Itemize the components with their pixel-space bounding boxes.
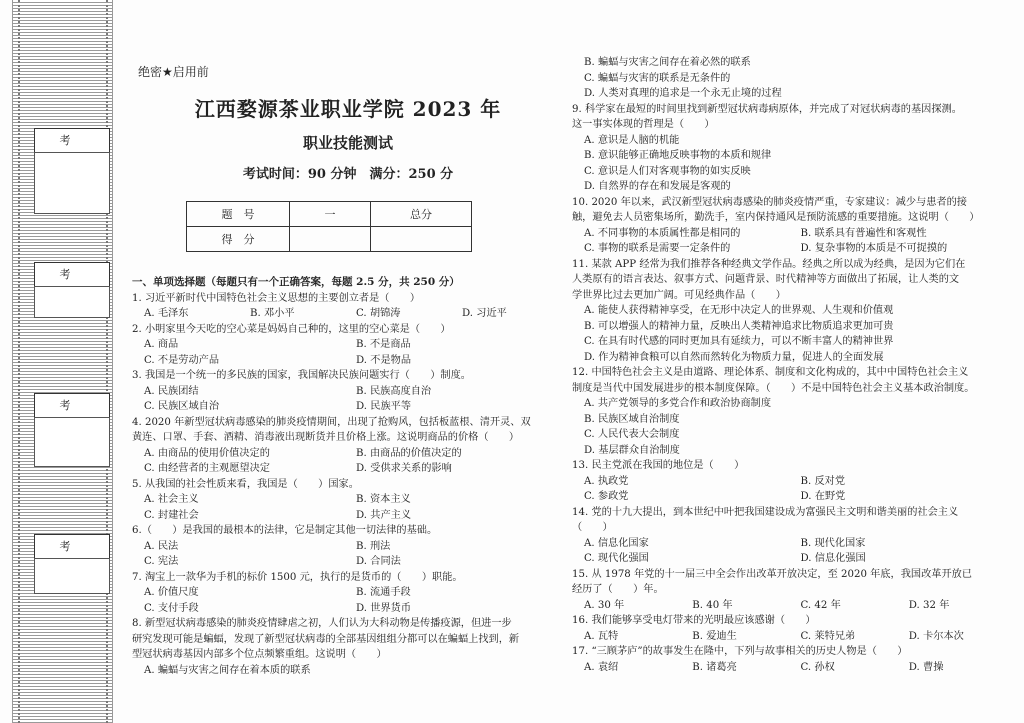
answer-option[interactable]: C. 宪法 (144, 556, 179, 567)
binding-field-exam-room[interactable] (34, 286, 110, 318)
question-text: 人类原有的语言表达、叙事方式、问题背景、时代精神等方面做出了拓展，让人类的文 (572, 274, 960, 285)
question-block (132, 570, 568, 617)
answer-option[interactable]: D. 人类对真理的追求是一个永无止境的过程 (584, 88, 782, 99)
binding-label-exam-site: 考 (34, 128, 110, 154)
answer-option[interactable]: D. 不是物品 (356, 354, 412, 366)
question-block (132, 415, 568, 477)
answer-option[interactable]: A. 蝙蝠与灾害之间存在着本质的联系 (144, 664, 311, 676)
binding-field-exam-number[interactable] (34, 417, 110, 467)
answer-options (572, 629, 1017, 645)
question-block (132, 322, 568, 369)
answer-options (572, 536, 1017, 567)
answer-option[interactable]: A. 30 年 (584, 599, 625, 611)
answer-option[interactable]: A. 不同事物的本质属性都是相同的 (584, 227, 741, 239)
answer-option[interactable]: A. 瓦特 (584, 630, 619, 642)
answer-options (132, 663, 568, 679)
question-block (572, 195, 1017, 257)
score-table (186, 201, 472, 252)
answer-option[interactable]: C. 蝙蝠与灾害的联系是无条件的 (584, 72, 731, 84)
answer-option[interactable]: A. 能使人获得精神享受，在无形中决定人的世界观、人生观和价值观 (584, 305, 894, 316)
answer-options (132, 306, 568, 322)
question-text: 型冠状病毒基因内部多个位点频繁重组。这说明（ ） (132, 649, 387, 660)
question-text: 16. 我们能够享受电灯带来的光明最应该感谢（ ） (572, 615, 816, 626)
question-block (132, 291, 568, 322)
answer-option[interactable]: C. 不是劳动产品 (144, 354, 220, 366)
question-text: 3. 我国是一个统一的多民族的国家，我国解决民族问题实行（ ）制度。 (132, 370, 471, 381)
answer-option[interactable]: D. 作为精神食粮可以自然而然转化为物质力量，促进人的全面发展 (584, 351, 884, 363)
answer-option[interactable]: B. 意识能够正确地反映事物的本质和规律 (584, 150, 772, 161)
answer-option[interactable]: A. 毛泽东 (144, 308, 189, 319)
binding-label-examinee: 考 (34, 534, 110, 560)
binding-label-exam-number: 考 (34, 393, 110, 419)
answer-option[interactable]: B. 反对党 (800, 475, 846, 487)
answer-options (132, 384, 568, 415)
answer-option[interactable]: D. 复杂事物的本质是不可捉摸的 (800, 243, 948, 254)
binding-label-exam-room: 考 (34, 262, 110, 288)
binding-border-left (12, 0, 13, 723)
answer-option[interactable]: B. 流通手段 (356, 587, 411, 598)
question-text: 这一事实体现的哲理是（ ） (572, 119, 715, 130)
question-text: 触，避免去人员密集场所，勤洗手，室内保持通风是预防流感的重要措施。这说明（ ） (572, 212, 980, 223)
answer-option[interactable]: C. 孙权 (800, 661, 835, 673)
answer-option[interactable]: C. 在具有时代感的同时更加具有延续力，可以不断丰富人的精神世界 (584, 336, 894, 347)
answer-option[interactable]: A. 社会主义 (144, 494, 199, 505)
left-question-list (132, 275, 568, 678)
answer-option[interactable]: A. 意识是人脑的机能 (584, 134, 680, 146)
answer-option[interactable]: C. 现代化强国 (584, 553, 649, 564)
question-block (132, 616, 568, 678)
answer-options (572, 660, 1017, 676)
answer-option[interactable]: C. 事物的联系是需要一定条件的 (584, 243, 731, 254)
answer-option[interactable]: B. 爱迪生 (692, 630, 737, 642)
answer-options (132, 492, 568, 523)
question-text: 5. 从我国的社会性质来看，我国是（ ）国家。 (132, 478, 359, 490)
answer-option[interactable]: A. 信息化国家 (584, 537, 649, 549)
answer-option[interactable]: B. 由商品的价值决定的 (356, 447, 462, 459)
answer-option[interactable]: A. 执政党 (584, 475, 629, 487)
answer-option[interactable]: B. 民族区域自治制度 (584, 413, 680, 425)
question-block (572, 365, 1017, 458)
question-text: （ ） (572, 522, 613, 533)
answer-option[interactable]: C. 人民代表大会制度 (584, 429, 680, 440)
answer-option[interactable]: B. 现代化国家 (800, 537, 866, 549)
answer-option[interactable]: B. 40 年 (692, 599, 733, 611)
answer-options (132, 585, 568, 616)
score-table-row (187, 227, 472, 252)
answer-option[interactable]: B. 联系具有普遍性和客观性 (800, 227, 927, 239)
question-block (572, 505, 1017, 567)
question-block (572, 567, 1017, 614)
answer-option[interactable]: C. 民族区域自治 (144, 401, 220, 412)
answer-option[interactable]: A. 袁绍 (584, 661, 619, 673)
answer-option[interactable]: D. 曹操 (908, 661, 944, 673)
question-text: 8. 新型冠状病毒感染的肺炎疫情肆虐之初，人们认为大科动物是传播疫源，但进一步 (132, 618, 512, 629)
exam-info: 考试时间：90 分钟 满分：250 分 (242, 167, 454, 182)
question-block (572, 458, 1017, 505)
question-text: 12. 中国特色社会主义是由道路、理论体系、制度和文化构成的，其中中国特色社会主义 (572, 367, 969, 378)
answer-option[interactable]: D. 自然界的存在和发展是客观的 (584, 181, 731, 192)
right-question-list (572, 55, 1017, 675)
question-text: 1. 习近平新时代中国特色社会主义思想的主要创立者是（ ） (132, 292, 421, 304)
right-questions (572, 102, 1017, 676)
score-table-cell[interactable] (371, 227, 472, 252)
answer-option[interactable]: D. 合同法 (356, 556, 401, 567)
score-table-cell: 总分 (371, 202, 472, 227)
answer-option[interactable]: D. 基层群众自治制度 (584, 444, 680, 456)
score-table-cell: 得 分 (187, 227, 290, 252)
score-table-cell[interactable] (290, 227, 371, 252)
answer-option[interactable]: A. 价值尺度 (144, 587, 199, 598)
question-text: 学世界比过去更加广阔。可见经典作品（ ） (572, 289, 786, 301)
question-text: 7. 淘宝上一款华为手机的标价 1500 元，执行的是货币的（ ）职能。 (132, 571, 463, 583)
answer-option[interactable]: C. 参政党 (584, 491, 629, 502)
answer-option[interactable]: C. 封建社会 (144, 509, 199, 521)
question-text: 10. 2020 年以来，武汉新型冠状病毒感染的肺炎疫情严重，专家建议：减少与患者的接 (572, 196, 967, 208)
answer-option[interactable]: D. 习近平 (462, 308, 507, 319)
binding-field-exam-site[interactable] (34, 152, 110, 214)
question-block (132, 477, 568, 524)
answer-option[interactable]: B. 不是商品 (356, 339, 411, 350)
answer-option[interactable]: D. 32 年 (908, 599, 950, 611)
answer-options (572, 474, 1017, 505)
question-text: 17. “三顾茅庐”的故事发生在隆中，下列与故事相关的历史人物是（ ） (572, 646, 908, 657)
left-column (128, 0, 568, 723)
answer-option[interactable]: A. 由商品的使用价值决定的 (144, 447, 270, 459)
answer-option[interactable]: D. 受供求关系的影响 (356, 463, 452, 474)
answer-options (572, 303, 1017, 365)
answer-option[interactable]: A. 民法 (144, 540, 179, 552)
question-text: 制度是当代中国发展进步的根本制度保障。（ ）不是中国特色社会主义基本政治制度。 (572, 382, 975, 394)
answer-option[interactable]: C. 意识是人们对客观事物的如实反映 (584, 165, 751, 177)
binding-field-examinee[interactable] (34, 558, 110, 594)
answer-option[interactable]: C. 42 年 (800, 599, 841, 611)
answer-options (132, 446, 568, 477)
answer-option[interactable]: C. 由经营者的主观愿望决定 (144, 463, 270, 474)
question-text: 15. 从 1978 年党的十一届三中全会作出改革开放决定，至 2020 年底，我国改革开放已 (572, 568, 973, 580)
question-text: 6.（ ）是我国的最根本的法律，它是制定其他一切法律的基础。 (132, 525, 438, 536)
question-text: 黄连、口罩、手套、酒精、消毒液出现断货并且价格上涨。这说明商品的价格（ ） (132, 432, 520, 443)
answer-option[interactable]: D. 在野党 (800, 491, 846, 502)
answer-option[interactable]: C. 支付手段 (144, 602, 199, 614)
question-block (132, 523, 568, 570)
answer-options (572, 226, 1017, 257)
binding-strip (12, 0, 112, 723)
question-text: 9. 科学家在最短的时间里找到新型冠状病毒病原体，并完成了对冠状病毒的基因探测。 (572, 103, 962, 115)
answer-options (572, 396, 1017, 458)
left-questions (132, 291, 568, 679)
answer-option[interactable]: D. 共产主义 (356, 509, 412, 521)
answer-option[interactable]: D. 民族平等 (356, 401, 412, 412)
question-text: 14. 党的十九大提出，到本世纪中叶把我国建设成为富强民主文明和谐美丽的社会主义 (572, 506, 959, 518)
question-block (132, 368, 568, 415)
answer-option[interactable]: D. 信息化强国 (800, 553, 866, 564)
answer-options (572, 133, 1017, 195)
answer-option[interactable]: A. 民族团结 (144, 385, 199, 397)
right-column (572, 0, 1017, 723)
confidential-mark: 绝密★启用前 (138, 65, 209, 79)
answer-option[interactable]: A. 商品 (144, 339, 179, 350)
answer-option[interactable]: B. 刑法 (356, 540, 391, 552)
score-table-row (187, 202, 472, 227)
answer-options (572, 598, 1017, 614)
cut-line-left (18, 0, 20, 723)
cut-line-right (106, 0, 108, 723)
answer-option[interactable]: B. 可以增强人的精神力量，反映出人类精神追求比物质追求更加可贵 (584, 320, 894, 332)
answer-option[interactable]: B. 蝙蝠与灾害之间存在着必然的联系 (584, 57, 751, 68)
exam-subtitle: 职业技能测试 (302, 134, 393, 152)
question-text: 11. 某款 APP 经常为我们推荐各种经典文学作品。经典之所以成为经典，是因为它们在 (572, 258, 966, 270)
score-table-cell: 题 号 (187, 202, 290, 227)
question-8-continued (572, 55, 1017, 102)
answer-option[interactable]: B. 邓小平 (250, 308, 295, 319)
question-text: 4. 2020 年新型冠状病毒感染的肺炎疫情期间，出现了抢购风，包括板蓝根、清开灵、双 (132, 416, 531, 428)
answer-option[interactable]: A. 共产党领导的多党合作和政治协商制度 (584, 398, 772, 409)
exam-title: 江西婺源茶业职业学院 2023 年 (194, 97, 502, 121)
section-heading: 一、单项选择题（每题只有一个正确答案，每题 2.5 分，共 250 分） (132, 276, 460, 288)
binding-border-right (112, 0, 113, 723)
answer-option[interactable]: B. 诸葛亮 (692, 661, 737, 673)
binding-lines (12, 0, 112, 723)
answer-option[interactable]: D. 世界货币 (356, 602, 412, 614)
answer-option[interactable]: D. 卡尔本次 (908, 630, 964, 642)
question-block (572, 102, 1017, 195)
score-table-cell: 一 (290, 202, 371, 227)
question-text: 经历了（ ）年。 (572, 584, 664, 595)
answer-options (132, 337, 568, 368)
question-block (572, 613, 1017, 644)
answer-option[interactable]: C. 胡锦涛 (356, 308, 401, 319)
answer-option[interactable]: B. 民族高度自治 (356, 385, 432, 397)
question-text: 研究发现可能是蝙蝠，发现了新型冠状病毒的全部基因组组分都可以在蝙蝠上找到，新 (132, 633, 520, 645)
question-block (572, 644, 1017, 675)
question-text: 13. 民主党派在我国的地位是（ ） (572, 460, 745, 471)
question-block (572, 257, 1017, 366)
answer-option[interactable]: B. 资本主义 (356, 494, 411, 505)
answer-option[interactable]: C. 莱特兄弟 (800, 630, 856, 642)
question-text: 2. 小明家里今天吃的空心菜是妈妈自己种的，这里的空心菜是（ ） (132, 323, 451, 335)
answer-options (132, 539, 568, 570)
